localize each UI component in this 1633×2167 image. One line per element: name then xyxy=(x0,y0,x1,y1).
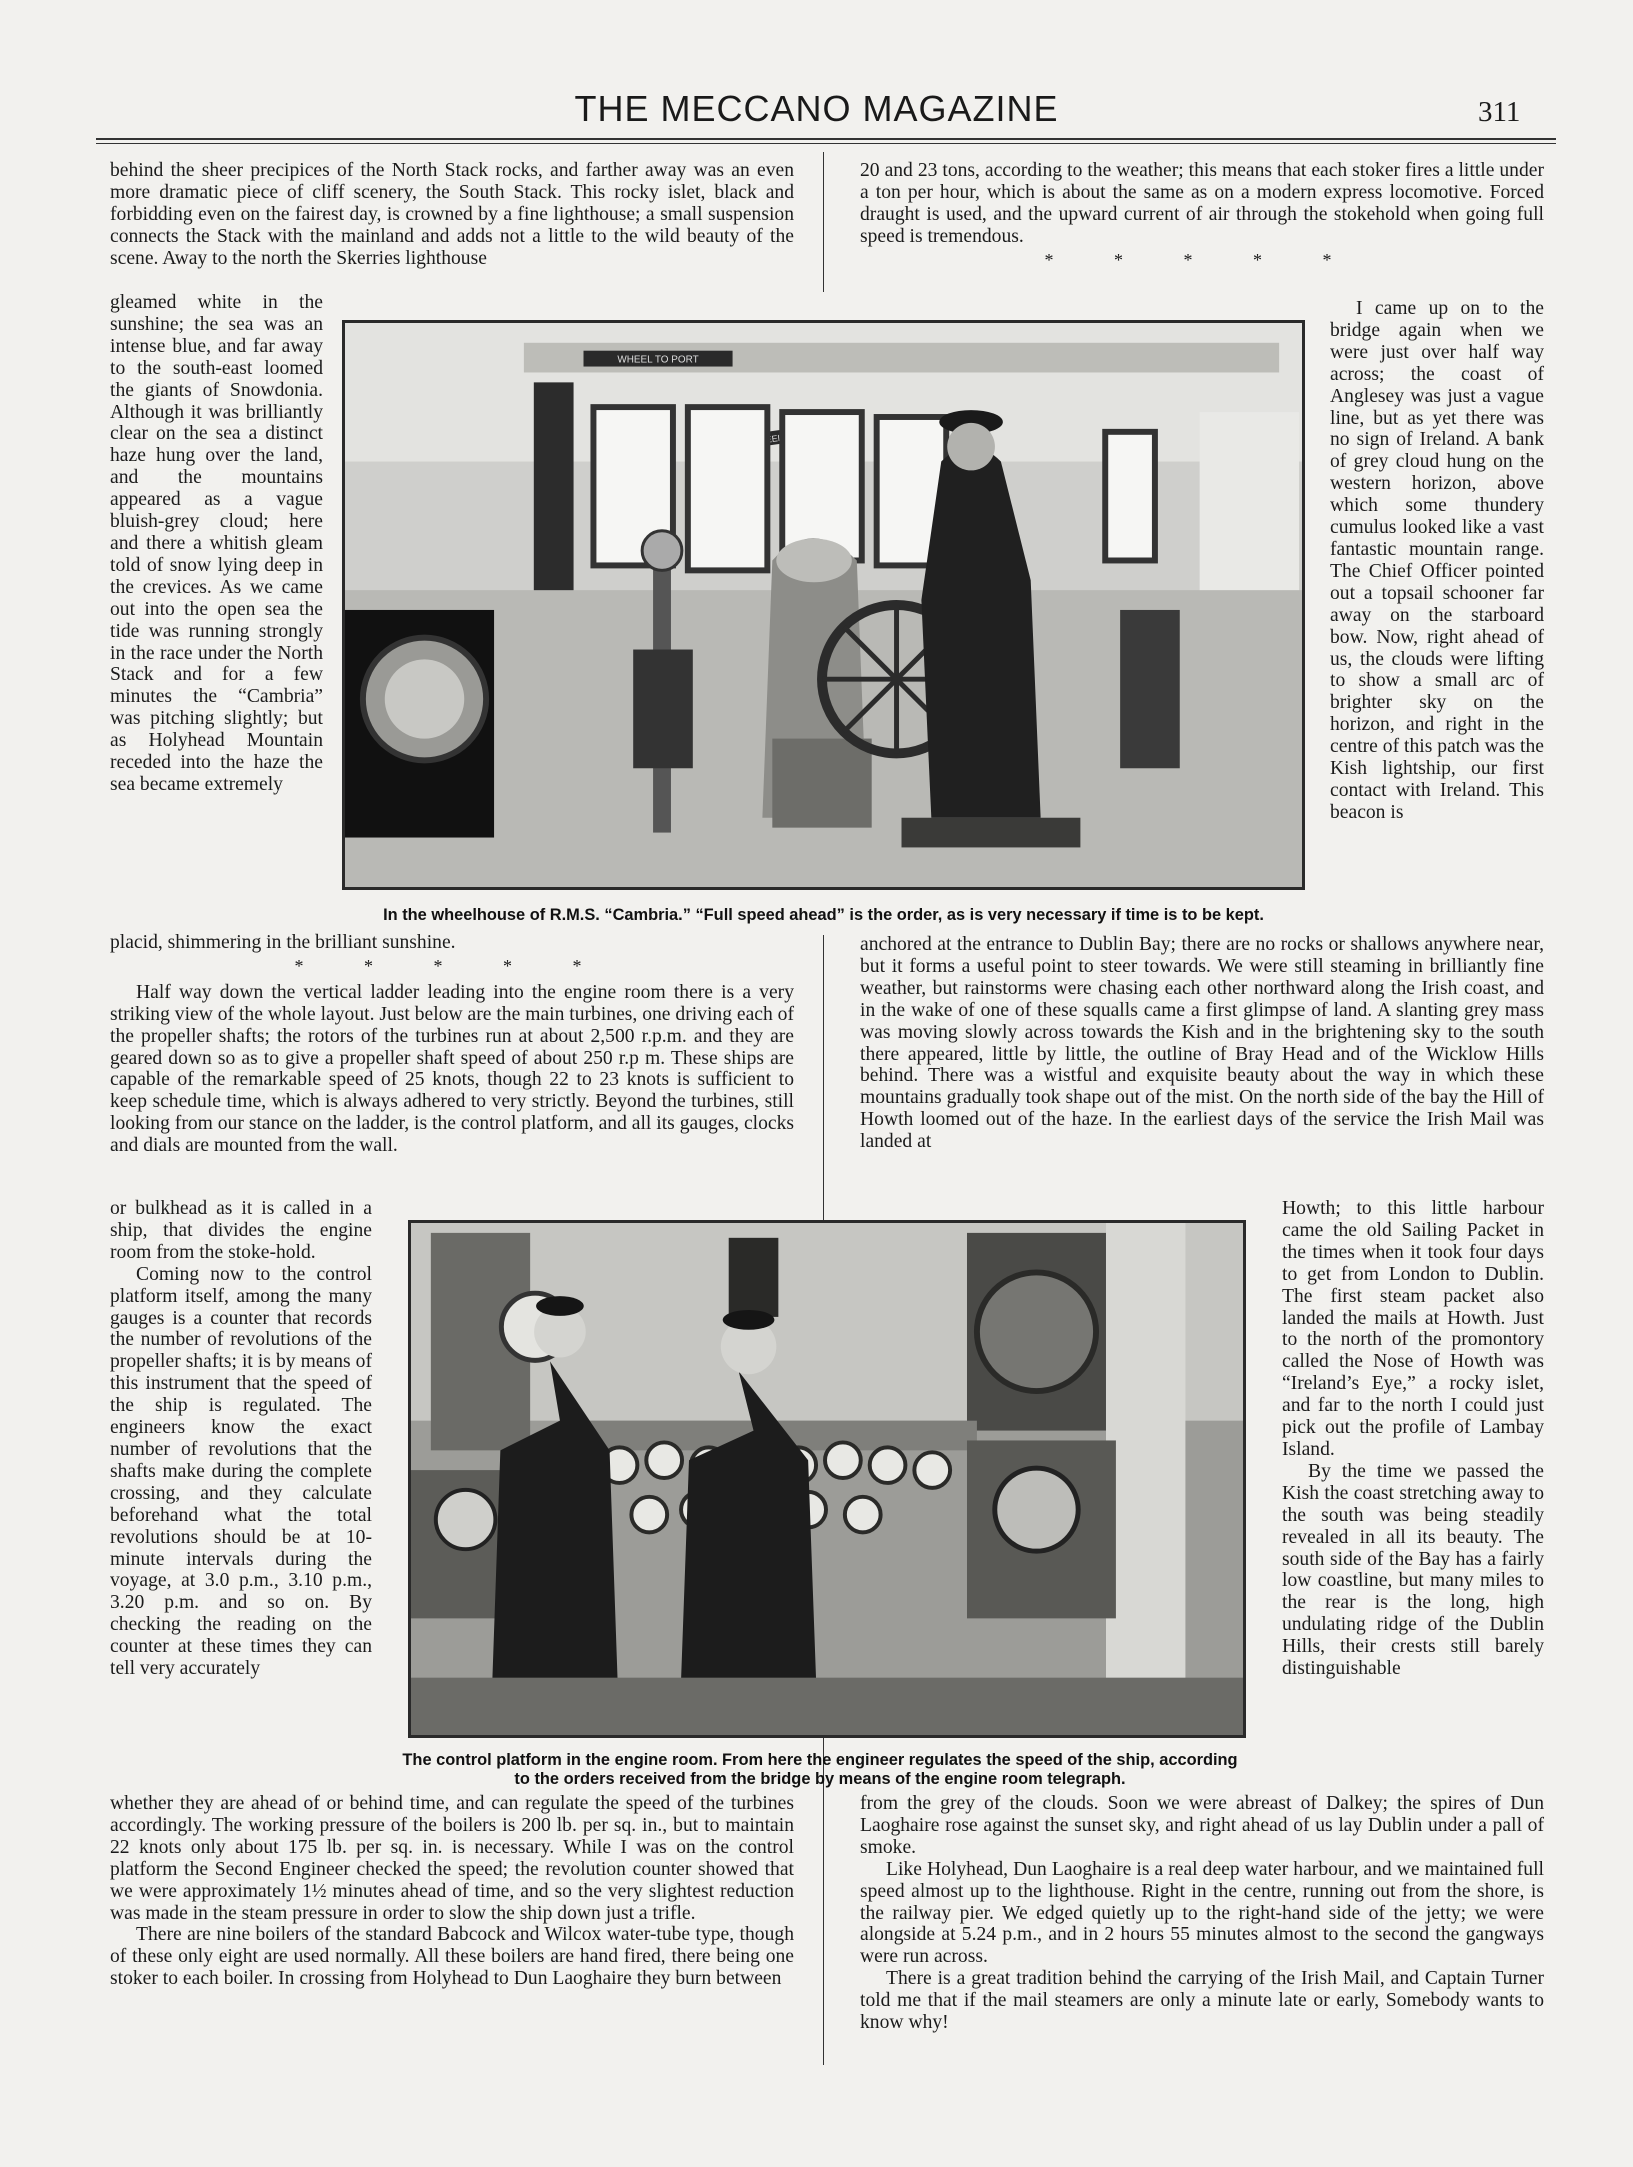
left-engine-paragraph: Half way down the vertical ladder leading into the engine room there is a very striking view of the whole layout. Just below are the main turbines, one driving each of the propeller shafts; the rotors of the turbines run at about 2,500 r.p.m. and they are geared down so as to give a propeller shaft speed of about 250 r.p m. These ships are capable of the remarkable speed of 25 knots, though 22 to 23 knots is sufficient to keep schedule time, which is always adhered to very strictly. Beyond the turbines, still looking from our stance on the ladder, is the control platform, and all its gauges, clocks and dials are mounted from the wall. xyxy=(110,981,794,1157)
section-stars: * * * * * xyxy=(294,955,610,976)
engine-room-caption-line1: The control platform in the engine room. From here the engineer regulates the speed of the ship, according xyxy=(402,1751,1238,1769)
sign-wheel-to-port: WHEEL TO PORT xyxy=(617,354,699,366)
magazine-title: THE MECCANO MAGAZINE xyxy=(574,88,1059,129)
left-narrow-text-2 xyxy=(110,1198,372,1680)
right-middle-text xyxy=(860,934,1544,1153)
header-rule xyxy=(96,138,1556,140)
right-dalkey-paragraph: from the grey of the clouds. Soon we were abreast of Dalkey; the spires of Dun Laoghaire rose against the sunset sky, and right ahead of us lay Dublin under a pall of smoke. xyxy=(860,1793,1544,1858)
engine-room-illustration xyxy=(411,1223,1243,1735)
left-bottom-text xyxy=(110,1793,794,1990)
section-stars-right: * * * * * xyxy=(1044,249,1360,270)
left-bottom-paragraph: whether they are ahead of or behind time, and can regulate the speed of the turbines accordingly. The working pressure of the boilers is 200 lb. per sq. in., but to maintain 22 knots only about 175 lb. per sq. in. is necessary. While I was on the control platform the Second Engineer checked the speed; the revolution counter showed that we were approximately 1½ minutes ahead of time, and so the very slightest reduction was made in the steam pressure in order to slow the ship down just a trifle. xyxy=(110,1793,794,1924)
right-narrow-text-2 xyxy=(1282,1198,1544,1680)
left-control-paragraph: Coming now to the control platform itself, among the many gauges is a counter that records the number of revolutions of the propeller shafts; it is by means of this instrument that the speed of the ship is regulated. The engineers know the exact number of revolutions that the shafts make during the complete crossing, and they calculate beforehand what the total revolutions should be at 10-minute intervals during the voyage, at 3.0 p.m., 3.10 p.m., 3.20 p.m. and so on. By checking the reading on the counter at these times they can tell very accurately xyxy=(110,1263,372,1680)
left-top-text xyxy=(110,160,794,270)
header-rule-thin xyxy=(96,143,1556,144)
left-bulkhead-paragraph: or bulkhead as it is called in a ship, that divides the engine room from the stoke-hold. xyxy=(110,1198,372,1263)
right-howth-paragraph: Howth; to this little harbour came the old Sailing Packet in the times when it took four days to get from London to Dublin. The first steam packet also landed the mails at Howth. Just to the north of the promontory called the Nose of Howth was “Ireland’s Eye,” a rocky islet, and far to the north I could just pick out the profile of Lambay Island. xyxy=(1282,1198,1544,1460)
right-narrow-text xyxy=(1330,298,1544,824)
wheelhouse-caption: In the wheelhouse of R.M.S. “Cambria.” “Full speed ahead” is the order, as is very necessary if time is to be kept. xyxy=(383,906,1264,924)
left-boilers-paragraph: There are nine boilers of the standard Babcock and Wilcox water-tube type, though of these only eight are used normally. All these boilers are hand fired, there being one stoker to each boiler. In crossing from Holyhead to Dun Laoghaire they burn between xyxy=(110,1924,794,1990)
left-narrow-paragraph: gleamed white in the sunshine; the sea was an intense blue, and far away to the south-east loomed the giants of Snowdonia. Although it was brilliantly clear on the sea a distinct haze hung over the land, and the mountains appeared as a vague bluish-grey cloud; here and there a whitish gleam told of snow lying deep in the crevices. As we came out into the open sea the tide was running strongly in the race under the North Stack and for a few minutes the “Cambria” was pitching slightly; but as Holyhead Mountain receded into the haze the sea became extremely xyxy=(110,292,323,795)
right-top-paragraph: 20 and 23 tons, according to the weather; this means that each stoker fires a little under a ton per hour, which is about the same as on a modern express locomotive. Forced draught is used, and the upward current of air through the stokehold when going full speed is tremendous. xyxy=(860,160,1544,247)
wheelhouse-illustration xyxy=(345,323,1302,887)
right-top-text xyxy=(860,160,1544,276)
left-top-paragraph: behind the sheer precipices of the North Stack rocks, and farther away was an even more dramatic piece of cliff scenery, the South Stack. This rocky islet, black and forbidding even on the fairest day, is crowned by a fine lighthouse; a small suspension connects the Stack with the mainland and adds not a little to the wild beauty of the scene. Away to the north the Skerries lighthouse xyxy=(110,160,794,269)
right-tradition-paragraph: There is a great tradition behind the carrying of the Irish Mail, and Captain Turner told me that if the mail steamers are only a minute late or early, Somebody wants to know why! xyxy=(860,1968,1544,2034)
left-placid-line: placid, shimmering in the brilliant sunshine. xyxy=(110,932,456,953)
left-middle-text xyxy=(110,932,794,1157)
engine-room-photo xyxy=(408,1220,1246,1738)
right-bridge-paragraph: I came up on to the bridge again when we were just over half way across; the coast of Anglesey was just a vague line, but as yet there was no sign of Ireland. A bank of grey cloud hung on the western horizon, above which some thundery cumulus looked like a vast fantastic mountain range. The Chief Officer pointed out a topsail schooner far away on the starboard bow. Now, right ahead of us, the clouds were lifting to show a small arc of brighter sky on the horizon, and right in the centre of this patch was the Kish lightship, our first contact with Ireland. This beacon is xyxy=(1330,298,1544,823)
left-narrow-text xyxy=(110,292,323,796)
right-kish-paragraph: anchored at the entrance to Dublin Bay; there are no rocks or shallows anywhere near, but it forms a useful point to steer towards. We were still steaming in brilliantly fine weather, but rainstorms were chasing each other northward along the Irish coast, and in the wake of one of these squalls came a first glimpse of land. A slanting grey mass was moving slowly across towards the Kish and in the brightening sky to the south there appeared, little by little, the outline of Bray Head and of the Wicklow Hills behind. There was a wistful and exquisite beauty about the way in which these mountains gradually took shape out of the mist. On the north side of the bay the Hill of Howth loomed out of the haze. In the earliest days of the service the Irish Mail was landed at xyxy=(860,934,1544,1153)
wheelhouse-photo xyxy=(342,320,1305,890)
column-divider-top xyxy=(823,152,824,292)
right-harbour-paragraph: Like Holyhead, Dun Laoghaire is a real deep water harbour, and we maintained full speed almost up to the lighthouse. Right in the centre, running out from the shore, is the railway pier. We edged quietly up to the right-hand side of the jetty; we were alongside at 5.24 p.m., and in 2 hours 55 minutes almost to the second the gangways were run across. xyxy=(860,1858,1544,1968)
right-bottom-text xyxy=(860,1793,1544,2034)
right-kish-passed-paragraph: By the time we passed the Kish the coast stretching away to the south was being steadily revealed in all its beauty. The south side of the Bay has a fairly low coastline, but many miles to the rear is the long, high undulating ridge of the Dublin Hills, their crests still barely distinguishable xyxy=(1282,1460,1544,1680)
page-number: 311 xyxy=(1478,96,1521,128)
engine-room-caption-line2: to the orders received from the bridge by means of the engine room telegraph. xyxy=(514,1770,1126,1788)
